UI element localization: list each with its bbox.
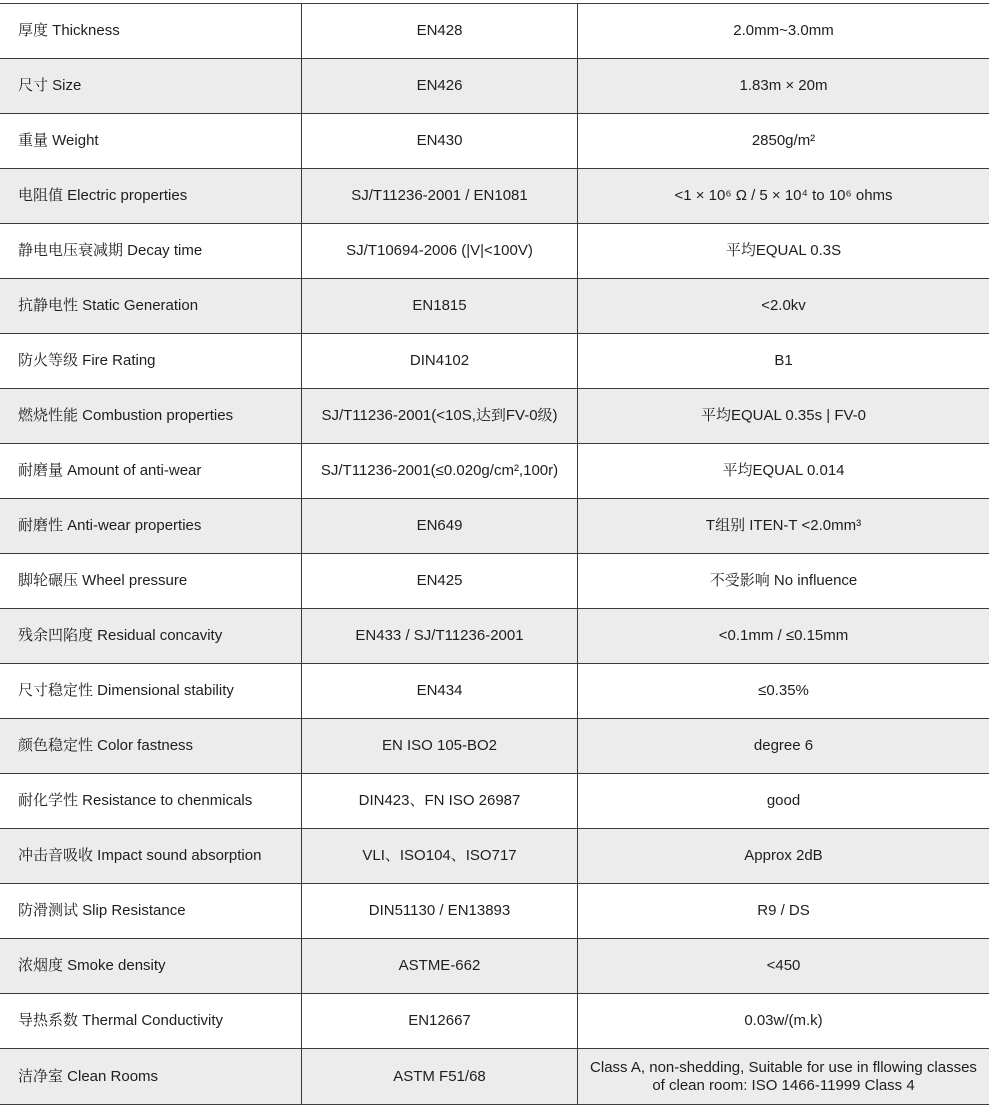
standard-cell: SJ/T11236-2001(≤0.020g/cm²,100r) xyxy=(302,444,578,499)
standard-cell: DIN51130 / EN13893 xyxy=(302,884,578,939)
standard-cell: EN433 / SJ/T11236-2001 xyxy=(302,609,578,664)
property-cell: 耐化学性 Resistance to chenmicals xyxy=(0,774,302,829)
property-cell: 耐磨量 Amount of anti-wear xyxy=(0,444,302,499)
table-row xyxy=(0,719,989,774)
value-cell: degree 6 xyxy=(578,719,990,774)
table-row xyxy=(0,499,989,554)
table-row xyxy=(0,334,989,389)
specification-table xyxy=(0,3,989,1105)
table-row xyxy=(0,4,989,59)
table-row xyxy=(0,279,989,334)
property-cell: 尺寸 Size xyxy=(0,59,302,114)
value-cell: B1 xyxy=(578,334,990,389)
property-cell: 抗静电性 Static Generation xyxy=(0,279,302,334)
property-cell: 导热系数 Thermal Conductivity xyxy=(0,994,302,1049)
specification-table-body xyxy=(0,4,989,1105)
table-row xyxy=(0,939,989,994)
standard-cell: EN426 xyxy=(302,59,578,114)
property-cell: 残余凹陷度 Residual concavity xyxy=(0,609,302,664)
value-cell: 平均EQUAL 0.014 xyxy=(578,444,990,499)
standard-cell: SJ/T10694-2006 (|V|<100V) xyxy=(302,224,578,279)
property-cell: 脚轮碾压 Wheel pressure xyxy=(0,554,302,609)
table-row xyxy=(0,59,989,114)
value-cell: <1 × 10⁶ Ω / 5 × 10⁴ to 10⁶ ohms xyxy=(578,169,990,224)
table-row xyxy=(0,444,989,499)
table-row xyxy=(0,884,989,939)
property-cell: 防火等级 Fire Rating xyxy=(0,334,302,389)
value-cell: <0.1mm / ≤0.15mm xyxy=(578,609,990,664)
value-cell: <2.0kv xyxy=(578,279,990,334)
table-row xyxy=(0,114,989,169)
standard-cell: DIN4102 xyxy=(302,334,578,389)
property-cell: 防滑测试 Slip Resistance xyxy=(0,884,302,939)
standard-cell: EN434 xyxy=(302,664,578,719)
standard-cell: EN1815 xyxy=(302,279,578,334)
value-cell: ≤0.35% xyxy=(578,664,990,719)
standard-cell: EN649 xyxy=(302,499,578,554)
table-row xyxy=(0,774,989,829)
table-row xyxy=(0,609,989,664)
standard-cell: DIN423、FN ISO 26987 xyxy=(302,774,578,829)
standard-cell: EN425 xyxy=(302,554,578,609)
standard-cell: VLI、ISO104、ISO717 xyxy=(302,829,578,884)
table-row xyxy=(0,224,989,279)
value-cell: 2850g/m² xyxy=(578,114,990,169)
table-row xyxy=(0,829,989,884)
property-cell: 电阻值 Electric properties xyxy=(0,169,302,224)
standard-cell: ASTM F51/68 xyxy=(302,1049,578,1105)
standard-cell: SJ/T11236-2001 / EN1081 xyxy=(302,169,578,224)
value-cell: R9 / DS xyxy=(578,884,990,939)
table-row xyxy=(0,1049,989,1105)
value-cell: 平均EQUAL 0.3S xyxy=(578,224,990,279)
property-cell: 静电电压衰减期 Decay time xyxy=(0,224,302,279)
standard-cell: EN428 xyxy=(302,4,578,59)
property-cell: 耐磨性 Anti-wear properties xyxy=(0,499,302,554)
table-row xyxy=(0,389,989,444)
value-cell: good xyxy=(578,774,990,829)
value-cell: <450 xyxy=(578,939,990,994)
table-row xyxy=(0,169,989,224)
value-cell: 平均EQUAL 0.35s | FV-0 xyxy=(578,389,990,444)
property-cell: 浓烟度 Smoke density xyxy=(0,939,302,994)
property-cell: 颜色稳定性 Color fastness xyxy=(0,719,302,774)
property-cell: 重量 Weight xyxy=(0,114,302,169)
value-cell: 0.03w/(m.k) xyxy=(578,994,990,1049)
standard-cell: EN12667 xyxy=(302,994,578,1049)
table-row xyxy=(0,664,989,719)
value-cell: Class A, non-shedding, Suitable for use in fllowing classes of clean room: ISO 1466-11999 Class 4 xyxy=(578,1049,990,1105)
value-cell: 1.83m × 20m xyxy=(578,59,990,114)
property-cell: 尺寸稳定性 Dimensional stability xyxy=(0,664,302,719)
value-cell: T组别 ITEN-T <2.0mm³ xyxy=(578,499,990,554)
value-cell: 2.0mm~3.0mm xyxy=(578,4,990,59)
property-cell: 冲击音吸收 Impact sound absorption xyxy=(0,829,302,884)
standard-cell: EN430 xyxy=(302,114,578,169)
property-cell: 厚度 Thickness xyxy=(0,4,302,59)
table-row xyxy=(0,994,989,1049)
value-cell: Approx 2dB xyxy=(578,829,990,884)
standard-cell: SJ/T11236-2001(<10S,达到FV-0级) xyxy=(302,389,578,444)
table-row xyxy=(0,554,989,609)
property-cell: 洁净室 Clean Rooms xyxy=(0,1049,302,1105)
standard-cell: EN ISO 105-BO2 xyxy=(302,719,578,774)
property-cell: 燃烧性能 Combustion properties xyxy=(0,389,302,444)
value-cell: 不受影响 No influence xyxy=(578,554,990,609)
standard-cell: ASTME-662 xyxy=(302,939,578,994)
